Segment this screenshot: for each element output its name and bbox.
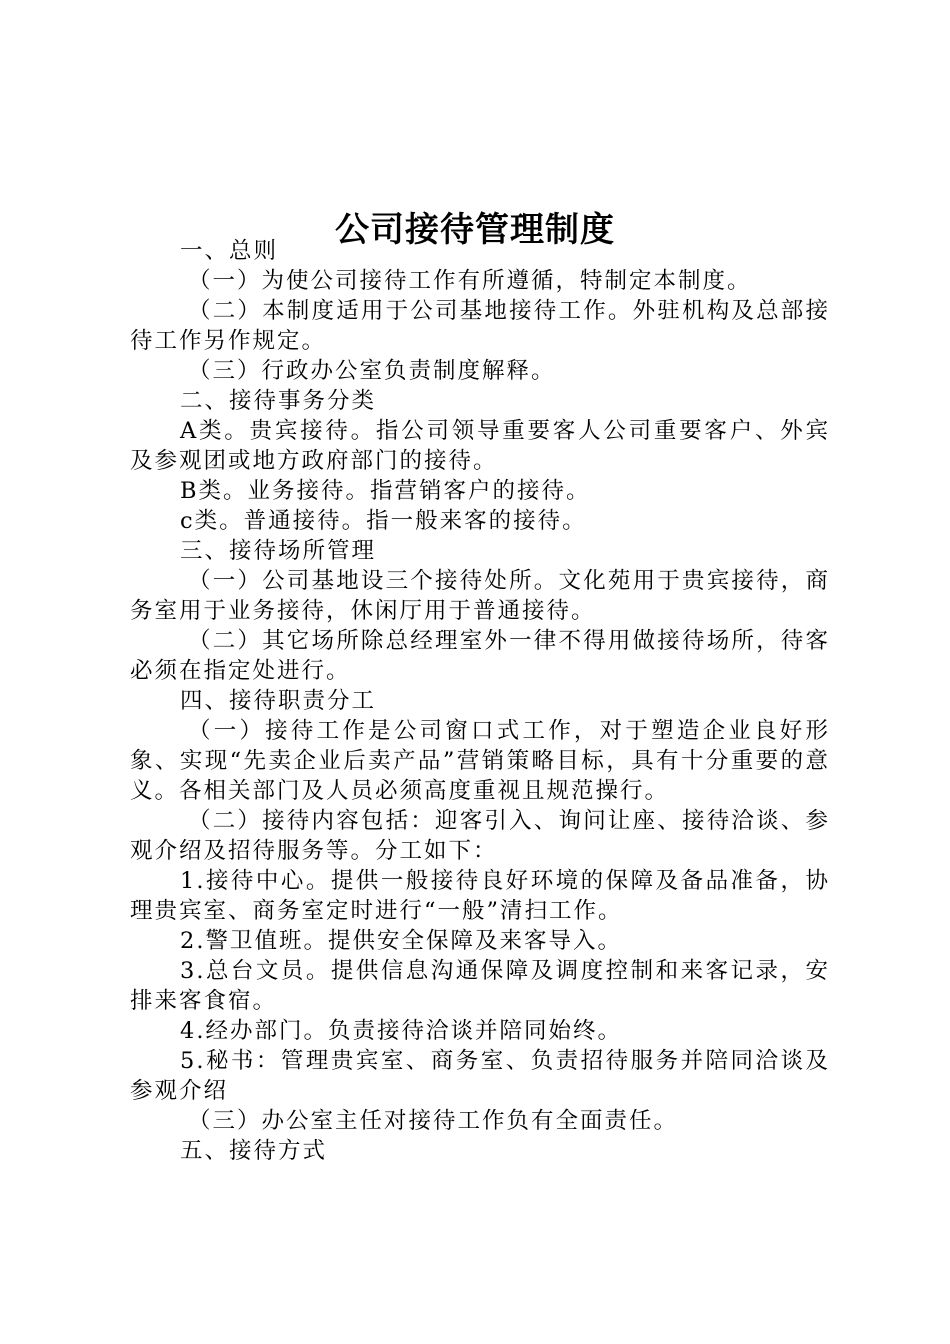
paragraph: （二）接待内容包括：迎客引入、询问让座、接待洽谈、参观介绍及招待服务等。分工如下： [130,808,830,864]
list-item: 4.经办部门。负责接待洽谈并陪同始终。 [180,1018,622,1044]
paragraph: A类。贵宾接待。指公司领导重要客人公司重要客户、外宾及参观团或地方政府部门的接待。 [130,418,830,474]
section-heading: 一、总则 [180,238,279,264]
paragraph: （二）其它场所除总经理室外一律不得用做接待场所，待客必须在指定处进行。 [130,628,830,684]
paragraph: B类。业务接待。指营销客户的接待。 [180,478,591,504]
document-body [130,236,830,1166]
list-item: 1.接待中心。提供一般接待良好环境的保障及备品准备，协理贵宾室、商务室定时进行“一般”清扫工作。 [130,868,830,924]
paragraph: （一）接待工作是公司窗口式工作，对于塑造企业良好形象、实现“先卖企业后卖产品”营销策略目标，具有十分重要的意义。各相关部门及人员必须高度重视且规范操行。 [130,718,830,804]
section-heading: 三、接待场所管理 [180,538,377,564]
paragraph: （一）公司基地设三个接待处所。文化苑用于贵宾接待，商务室用于业务接待，休闲厅用于普通接待。 [130,568,830,624]
paragraph: （三）行政办公室负责制度解释。 [188,358,556,384]
paragraph: （三）办公室主任对接待工作负有全面责任。 [188,1108,679,1134]
list-item: 5.秘书：管理贵宾室、商务室、负责招待服务并陪同洽谈及参观介绍 [130,1048,830,1104]
paragraph: c类。普通接待。指一般来客的接待。 [180,508,587,534]
list-item: 3.总台文员。提供信息沟通保障及调度控制和来客记录，安排来客食宿。 [130,958,830,1014]
paragraph: （二）本制度适用于公司基地接待工作。外驻机构及总部接待工作另作规定。 [130,298,830,354]
section-heading: 二、接待事务分类 [180,388,377,414]
list-item: 2.警卫值班。提供安全保障及来客导入。 [180,928,622,954]
section-heading: 五、接待方式 [180,1138,328,1164]
paragraph: （一）为使公司接待工作有所遵循，特制定本制度。 [188,268,752,294]
section-heading: 四、接待职责分工 [180,688,377,714]
document-title: 公司接待管理制度 [335,209,615,250]
